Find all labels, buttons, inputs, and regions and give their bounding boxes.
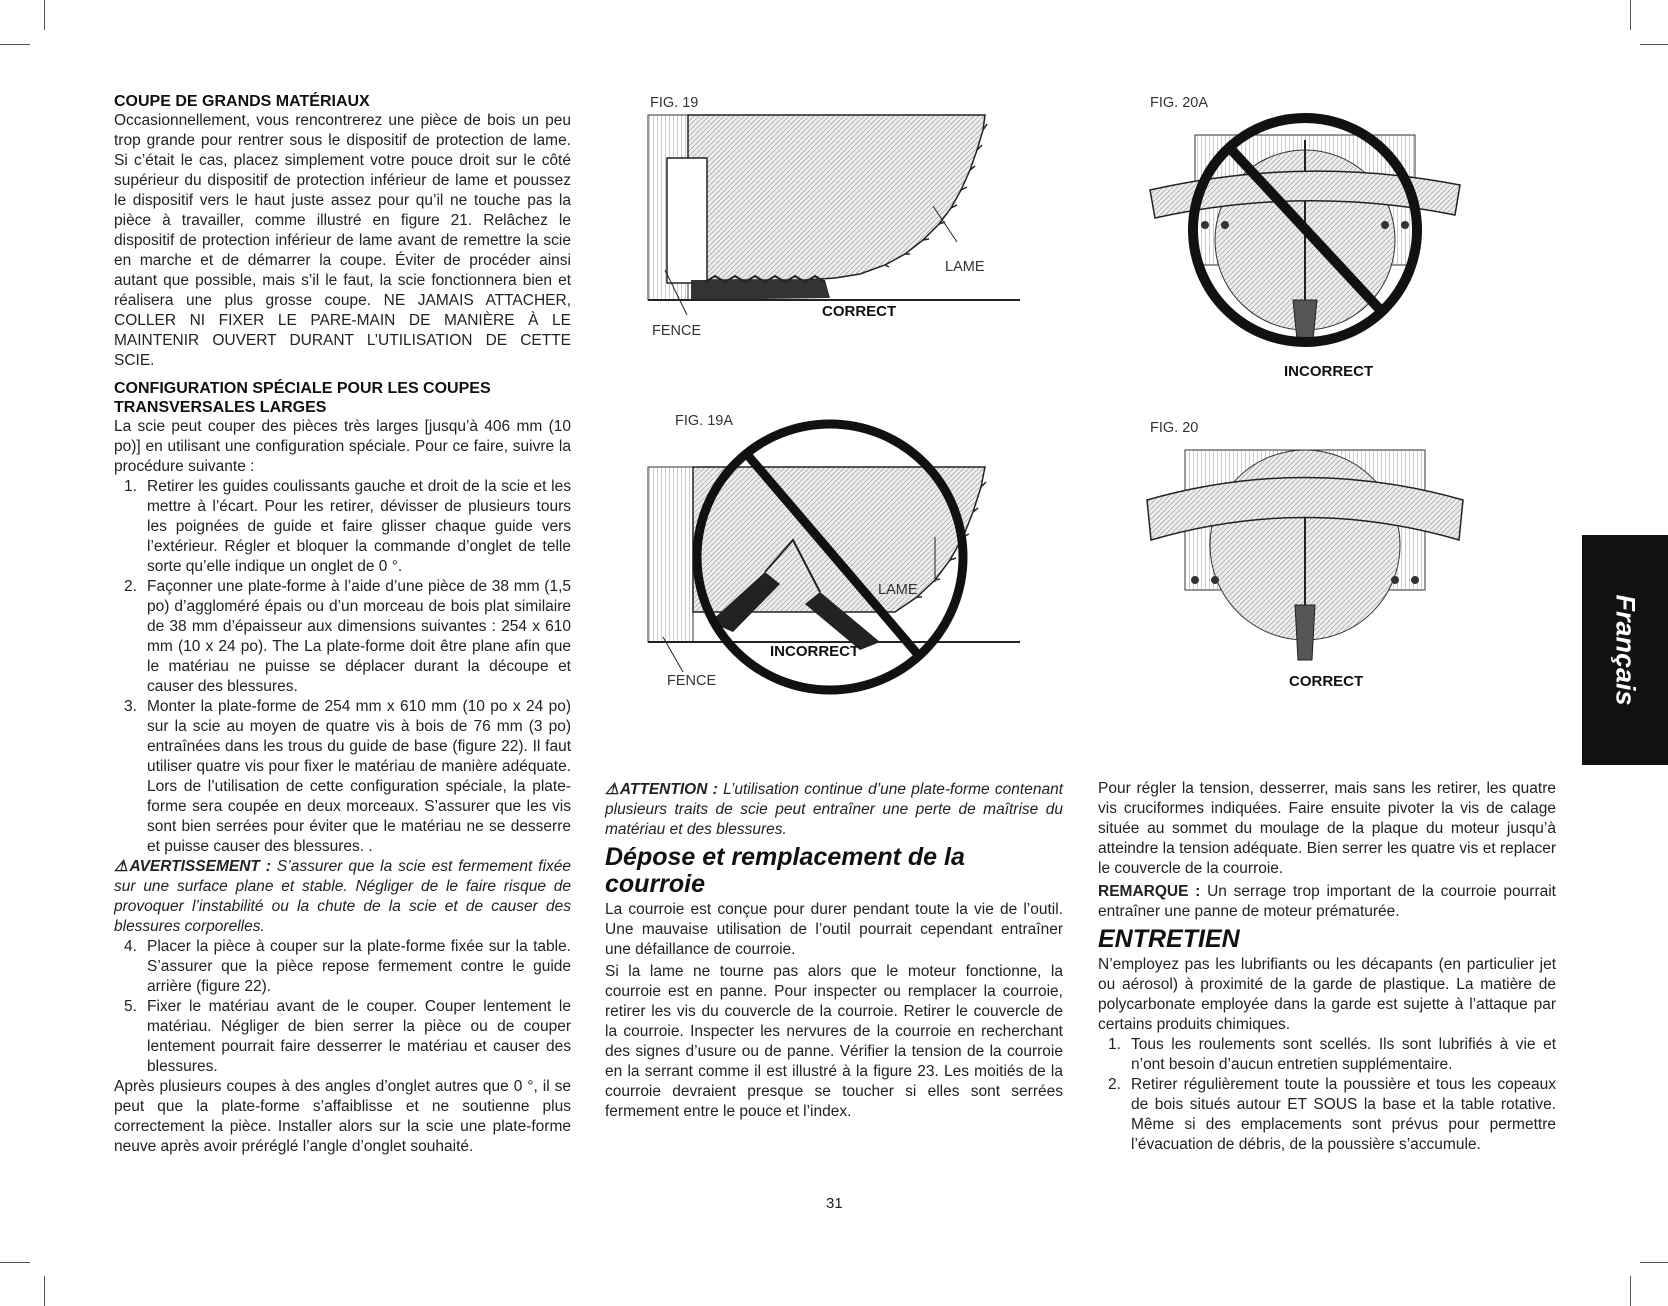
crop-mark: [1630, 0, 1631, 30]
steps-list-2: [114, 937, 571, 1077]
fig20a-label: FIG. 20A: [1150, 95, 1209, 111]
warning-label: ⚠AVERTISSEMENT :: [114, 858, 271, 875]
fig19a-fence-label: FENCE: [667, 673, 717, 689]
paragraph-special-config: La scie peut couper des pièces très larges [jusqu’à 406 mm (10 po)] en utilisant une configuration spéciale. Pour ce faire, suivre la procédure suivante :: [114, 418, 571, 475]
fig20a-diagram: [1145, 100, 1465, 360]
remark-label: REMARQUE :: [1098, 883, 1201, 900]
list-item: 2. Retirer régulièrement toute la poussière et tous les copeaux de bois situés autour ET SOUS la base et la table rotative. Même si des emplacements sont prévus pour permettre l’évacuation de débris, de la poussière s’accumule.: [1108, 1076, 1556, 1153]
list-item: 4. Placer la pièce à couper sur la plate-forme fixée sur la table. S’assurer que la pièce repose fermement contre le guide arrière (figure 22).: [124, 938, 571, 995]
warning-block: [114, 857, 571, 937]
fig19a-lame-label: LAME: [878, 582, 918, 598]
section-title-belt: Dépose et remplacement de la courroie: [605, 843, 965, 898]
heading-large-materials: COUPE DE GRANDS MATÉRIAUX: [114, 93, 370, 110]
crop-mark: [1640, 44, 1668, 45]
language-tab-label: Français: [1610, 594, 1641, 706]
steps-list-1: [114, 477, 571, 857]
fig20-diagram: [1145, 445, 1465, 675]
fig19a-label: FIG. 19A: [675, 413, 734, 429]
fig19-label: FIG. 19: [650, 95, 699, 111]
page-number: 31: [826, 1195, 843, 1212]
warning-text: S’assurer que la scie est fermement fixée sur une surface plane et stable. Négliger de le faire risque de provoquer l’instabilité ou la chute de la scie et de causer des blessures corporelles.: [114, 858, 572, 935]
attention-block: [605, 780, 1063, 840]
maintenance-list: [1098, 1035, 1556, 1155]
fig19a-caption: INCORRECT: [770, 643, 860, 660]
fig20-label: FIG. 20: [1150, 420, 1199, 436]
paragraph-after-cuts: Après plusieurs coupes à des angles d’onglet autres que 0 °, il se peut que la plate-forme s’affaiblisse et ne soutienne plus correctement la pièce. Installer alors sur la scie une plate-forme neuve après avoir préréglé l’angle d’onglet souhaité.: [114, 1078, 571, 1155]
list-item: 5. Fixer le matériau avant de le couper. Couper lentement le matériau. Négliger de bien serrer la pièce ou de couper lentement pourrait faire desserrer le matériau et causer des blessures.: [124, 998, 571, 1075]
fig19-diagram: [645, 110, 1025, 330]
list-item: 1. Tous les roulements sont scellés. Ils sont lubrifiés à vie et n’ont besoin d’aucun entretien supplémentaire.: [1108, 1036, 1556, 1073]
middle-column: [605, 780, 1063, 1122]
fig19-lame-label: LAME: [945, 259, 985, 275]
crop-mark: [1640, 1262, 1668, 1263]
list-item: 3. Monter la plate-forme de 254 mm x 610 mm (10 po x 24 po) sur la scie au moyen de quatre vis à bois de 76 mm (3 po) entraînées dans les trous du guide de base (figure 22). Il faut utiliser quatre vis pour fixer le matériau de manière adéquate. Lors de l’utilisation de cette configuration spéciale, la plate-forme sera coupée en deux morceaux. S’assurer que les vis sont bien serrées pour éviter que le matériau ne se desserre et puisse causer des blessures. .: [124, 698, 571, 855]
remark-text: Un serrage trop important de la courroie pourrait entraîner une panne de moteur prématurée.: [1098, 883, 1556, 920]
paragraph-belt-1: La courroie est conçue pour durer pendant toute la vie de l’outil. Une mauvaise utilisation de l’outil pourrait cependant entraîner une défaillance de courroie.: [605, 901, 1063, 958]
fig19-caption: CORRECT: [822, 303, 897, 320]
attention-label: ⚠ATTENTION :: [605, 781, 718, 798]
remark-block: [1098, 882, 1556, 922]
crop-mark: [1630, 1276, 1631, 1306]
crop-mark: [44, 1276, 45, 1306]
paragraph-large-materials: Occasionnellement, vous rencontrerez une pièce de bois un peu trop grande pour rentrer sous le dispositif de protection de lame. Si c’était le cas, placez simplement votre pouce droit sur le côté supérieur du dispositif de protection inférieur de lame et poussez le dispositif vers le haut juste assez pour qu’il ne touche pas la pièce à travailler, comme illustré en figure 21. Relâchez le dispositif de protection inférieur de lame avant de remettre la scie en marche et de démarrer la coupe. Éviter de procéder ainsi autant que possible, mais s’il le faut, la scie fonctionnera bien et réalisera une plus grosse coupe. NE JAMAIS ATTACHER, COLLER NI FIXER LE PARE-MAIN DE MANIÈRE À LE MAINTENIR OUVERT DURANT L’UTILISATION DE CETTE SCIE.: [114, 112, 571, 369]
list-item: 2. Façonner une plate-forme à l’aide d’une pièce de 38 mm (1,5 po) d’aggloméré épais ou d’un morceau de bois plat similaire de 38 mm d’épaisseur aux dimensions suivantes : 254 x 610 mm (10 x 24 po). The La plate-forme doit être plane afin que le matériau ne puisse se déplacer durant la découpe et causer des blessures.: [124, 578, 571, 695]
section-title-maintenance: ENTRETIEN: [1098, 925, 1240, 953]
left-column: [114, 92, 571, 1157]
fig20a-caption: INCORRECT: [1284, 363, 1374, 380]
fig20-caption: CORRECT: [1289, 673, 1364, 690]
list-item: 1. Retirer les guides coulissants gauche et droit de la scie et les mettre à l’écart. Pour les retirer, dévisser de plusieurs tours les poignées de guide et faire glisser chaque guide vers l’extérieur. Régler et bloquer la commande d’onglet de telle sorte qu’elle indique un onglet de 0 °.: [124, 478, 571, 575]
crop-mark: [44, 0, 45, 30]
paragraph-belt-2: Si la lame ne tourne pas alors que le moteur fonctionne, la courroie est en panne. Pour inspecter ou remplacer la courroie, retirer les vis du couvercle de la courroie. Retirer le couvercle de la courroie. Inspecter les nervures de la courroie en recherchant des signes d’usure ou de panne. Vérifier la tension de la courroie en la serrant comme il est illustré à la figure 23. Les moitiés de la courroie devraient presque se toucher si elles sont serrées fermement entre le pouce et l’index.: [605, 963, 1063, 1120]
crop-mark: [0, 1262, 30, 1263]
language-tab: [1582, 535, 1668, 765]
attention-text: L’utilisation continue d’une plate-forme contenant plusieurs traits de scie peut entraîner une perte de maîtrise du matériau et des blessures.: [605, 781, 1064, 838]
crop-mark: [0, 44, 30, 45]
paragraph-maintenance: N’employez pas les lubrifiants ou les décapants (en particulier jet ou aérosol) à proximité de la garde de plastique. La matière de polycarbonate employée dans la garde est sujette à l’attaque par certains produits chimiques.: [1098, 956, 1556, 1033]
paragraph-tension: Pour régler la tension, desserrer, mais sans les retirer, les quatre vis cruciformes indiquées. Faire ensuite pivoter la vis de calage située au sommet du moulage de la plaque du moteur jusqu’à atteindre la tension adéquate. Bien serrer les quatre vis et replacer le couvercle de la courroie.: [1098, 780, 1556, 877]
heading-special-config: CONFIGURATION SPÉCIALE POUR LES COUPES TRANSVERSALES LARGES: [114, 380, 491, 416]
right-column: [1098, 779, 1556, 1155]
fig19-fence-label: FENCE: [652, 323, 702, 339]
